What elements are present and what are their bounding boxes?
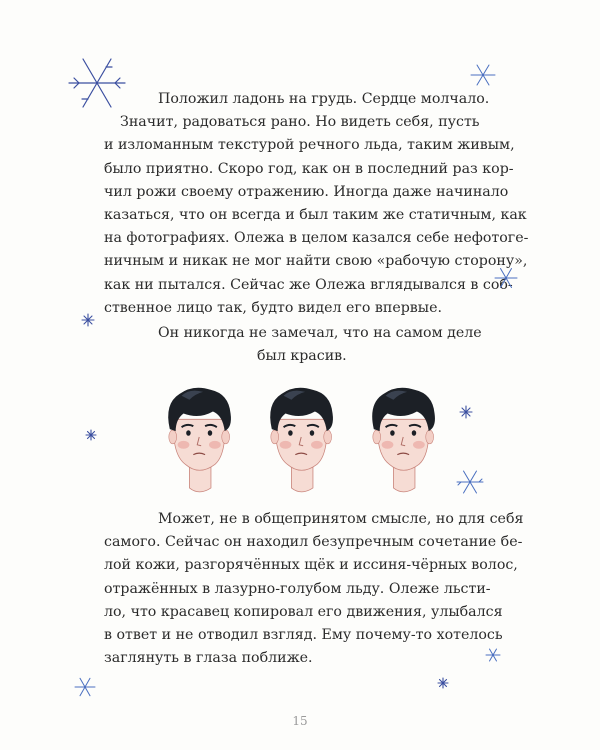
text-line: было приятно. Скоро год, как он в последний раз кор- <box>104 160 514 177</box>
snowflake-icon <box>80 312 96 328</box>
text-line: чил рожи своему отражению. Иногда даже начинало <box>104 183 509 200</box>
face-looking-right <box>372 388 435 492</box>
snowflake-icon <box>492 264 520 292</box>
paragraph-1 <box>104 88 529 320</box>
text-line: ло, что красавец копировал его движения, улыбался <box>104 603 503 620</box>
text-line: лой кожи, разгорячённых щёк и иссиня-чёрных волос, <box>104 557 518 574</box>
text-line: был красив. <box>257 348 347 365</box>
text-line: как ни пытался. Сейчас же Олежа вглядывался в соб- <box>104 276 513 293</box>
text-line: ственное лицо так, будто видел его впервые. <box>104 299 442 316</box>
text-line: на фотографиях. Олежа в целом казался себе нефотоге- <box>104 230 529 247</box>
page-number: 15 <box>292 714 308 728</box>
snowflake-icon <box>458 404 474 420</box>
paragraph-2 <box>104 322 496 368</box>
text-line: Положил ладонь на грудь. Сердце молчало. <box>158 91 490 107</box>
snowflake-icon <box>64 50 130 116</box>
text-line: Значит, радоваться рано. Но видеть себя, пусть <box>120 114 480 131</box>
text-line: самого. Сейчас он находил безупречным сочетание бе- <box>104 534 523 551</box>
three-faces-illustration <box>150 378 450 496</box>
text-line: казаться, что он всегда и был таким же статичным, как <box>104 206 527 223</box>
text-line: ничным и никак не мог найти свою «рабочую сторону», <box>104 253 528 270</box>
snowflake-icon <box>436 676 450 690</box>
text-line: Может, не в общепринятом смысле, но для себя <box>158 511 524 527</box>
text-line: отражённых в лазурно-голубом льду. Олеже льсти- <box>104 580 491 597</box>
snowflake-icon <box>84 428 98 442</box>
paragraph-3 <box>104 508 524 670</box>
face-looking-left <box>168 388 231 492</box>
face-front <box>270 388 333 492</box>
snowflake-icon <box>468 60 498 90</box>
snowflake-icon <box>484 646 502 664</box>
snowflake-icon <box>454 466 486 498</box>
text-line: и изломанным текстурой речного льда, таким живым, <box>104 137 515 154</box>
snowflake-icon <box>72 674 98 700</box>
text-line: заглянуть в глаза поближе. <box>104 650 313 667</box>
text-line: Он никогда не замечал, что на самом деле <box>158 325 482 341</box>
text-line: в ответ и не отводил взгляд. Ему почему-то хотелось <box>104 626 503 643</box>
